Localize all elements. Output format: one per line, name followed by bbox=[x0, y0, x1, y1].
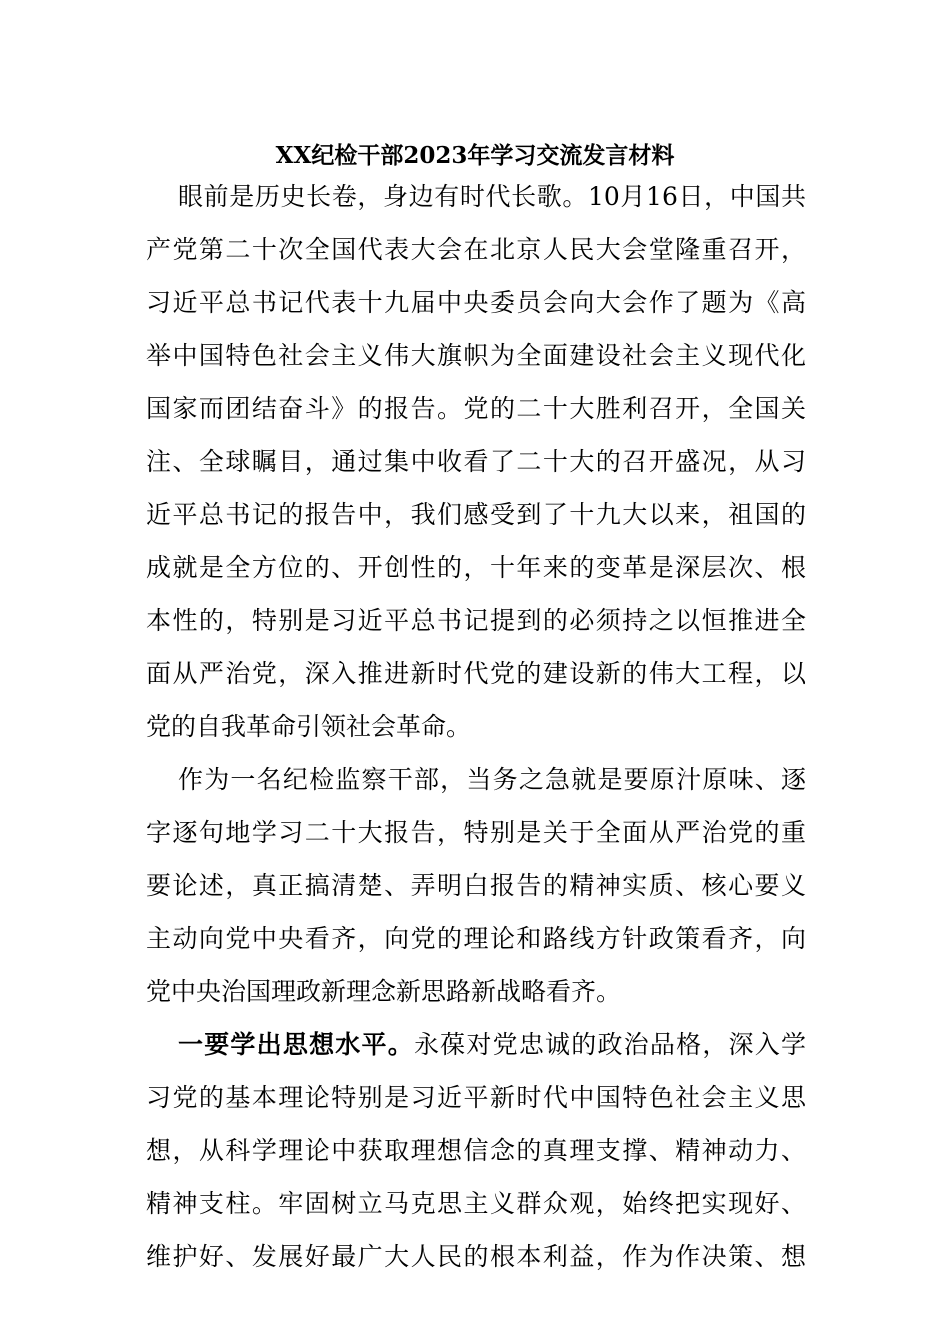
paragraph-line: 成就是全方位的、开创性的，十年来的变革是深层次、根 bbox=[146, 553, 806, 582]
section-heading: 一要学出思想水平。 bbox=[178, 1030, 414, 1059]
paragraph-line: 主动向党中央看齐，向党的理论和路线方针政策看齐，向 bbox=[146, 924, 806, 953]
paragraph-line: 本性的，特别是习近平总书记提到的必须持之以恒推进全 bbox=[146, 606, 806, 635]
paragraph-line: 维护好、发展好最广大人民的根本利益，作为作决策、想 bbox=[146, 1242, 806, 1271]
paragraph-line: 习党的基本理论特别是习近平新时代中国特色社会主义思 bbox=[146, 1083, 806, 1112]
paragraph-line: 注、全球瞩目，通过集中收看了二十大的召开盛况，从习 bbox=[146, 447, 806, 476]
paragraph-line: 党的自我革命引领社会革命。 bbox=[146, 712, 472, 741]
paragraph-line: 党中央治国理政新理念新思路新战略看齐。 bbox=[146, 977, 622, 1006]
paragraph-line: 想，从科学理论中获取理想信念的真理支撑、精神动力、 bbox=[146, 1136, 806, 1165]
paragraph-line: 眼前是历史长卷，身边有时代长歌。10月16日，中国共 bbox=[178, 182, 806, 211]
paragraph-line: 字逐句地学习二十大报告，特别是关于全面从严治党的重 bbox=[146, 818, 806, 847]
paragraph-line: 国家而团结奋斗》的报告。党的二十大胜利召开，全国关 bbox=[146, 394, 806, 423]
paragraph-line: 习近平总书记代表十九届中央委员会向大会作了题为《高 bbox=[146, 288, 806, 317]
document-title: XX纪检干部2023年学习交流发言材料 bbox=[275, 142, 675, 169]
paragraph-line: 举中国特色社会主义伟大旗帜为全面建设社会主义现代化 bbox=[146, 341, 806, 370]
paragraph-line: 精神支柱。牢固树立马克思主义群众观，始终把实现好、 bbox=[146, 1189, 806, 1218]
paragraph-text: 永葆对党忠诚的政治品格，深入学 bbox=[413, 1030, 806, 1059]
paragraph-line bbox=[178, 1020, 806, 1070]
paragraph-line: 面从严治党，深入推进新时代党的建设新的伟大工程，以 bbox=[146, 659, 806, 688]
paragraph-line: 近平总书记的报告中，我们感受到了十九大以来，祖国的 bbox=[146, 500, 806, 529]
paragraph-line: 产党第二十次全国代表大会在北京人民大会堂隆重召开， bbox=[146, 235, 806, 264]
paragraph-line: 要论述，真正搞清楚、弄明白报告的精神实质、核心要义 bbox=[146, 871, 806, 900]
paragraph-line: 作为一名纪检监察干部，当务之急就是要原汁原味、逐 bbox=[178, 765, 806, 794]
